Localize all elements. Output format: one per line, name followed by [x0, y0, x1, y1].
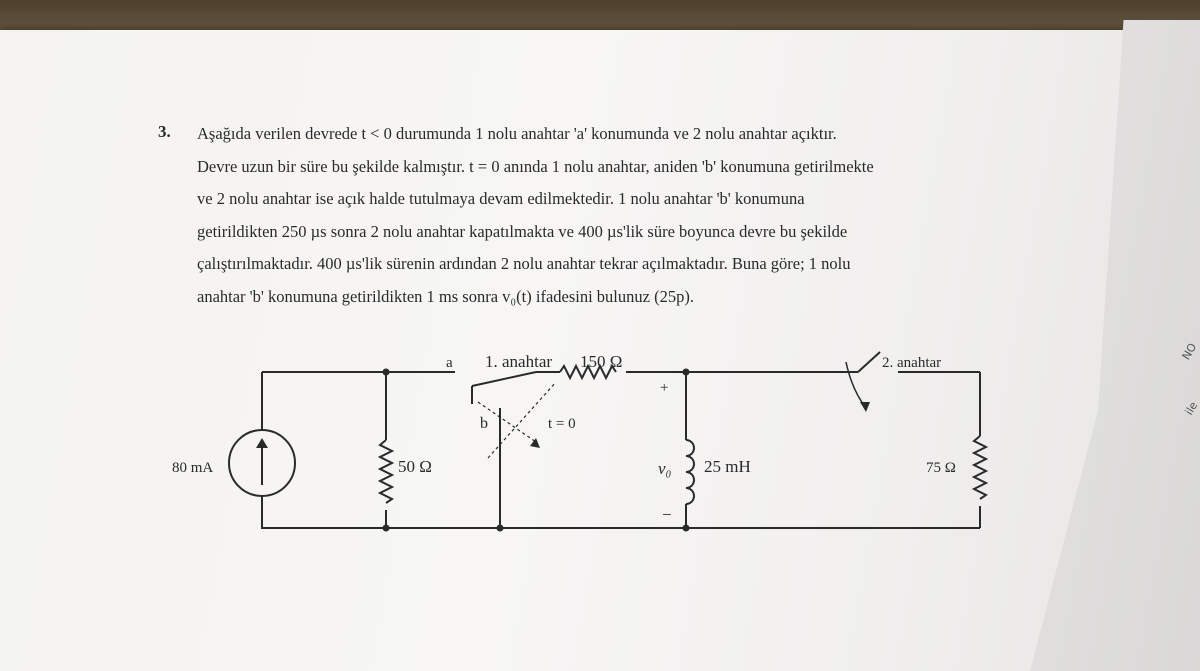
switch1-dashed-guide — [488, 382, 556, 458]
side-mark: ile — [1182, 399, 1200, 418]
resistor-50-ohm — [380, 440, 392, 503]
switch2-arrow-icon — [860, 402, 870, 412]
source-label: 80 mA — [172, 460, 214, 476]
junction-dot — [683, 525, 690, 532]
question-line: getirildikten 250 µs sonra 2 nolu anahtar kapatılmakta ve 400 µs'lik süre boyunca devre bu şekilde — [197, 221, 848, 241]
inductor-coil — [686, 440, 694, 504]
switch1-pos-a: a — [446, 355, 453, 371]
question-number: 3. — [158, 122, 171, 141]
switch1-arrow-icon — [530, 438, 540, 448]
side-mark: NO — [1179, 340, 1200, 363]
question-line: Devre uzun bir süre bu şekilde kalmıştır. t = 0 anında 1 nolu anahtar, aniden 'b' konumuna getirilmekte — [197, 156, 874, 176]
switch1-label: 1. anahtar — [485, 352, 553, 371]
question-line: Aşağıda verilen devrede t < 0 durumunda 1 nolu anahtar 'a' konumunda ve 2 nolu anahtar açıktır. — [197, 124, 837, 143]
r2-label: 150 Ω — [580, 352, 623, 371]
switch2-blade — [858, 352, 880, 372]
junction-dot — [683, 369, 690, 376]
vo-minus-sign: − — [662, 505, 672, 524]
switch1-pos-b: b — [480, 415, 488, 432]
junction-dot — [497, 525, 504, 532]
question-line: ve 2 nolu anahtar ise açık halde tutulmaya devam edilmektedir. 1 nolu anahtar 'b' konumuna — [197, 189, 805, 208]
resistor-75-ohm — [974, 436, 986, 499]
switch2-label: 2. anahtar — [882, 355, 942, 371]
r1-label: 50 Ω — [398, 457, 432, 476]
arrow-up-icon — [256, 438, 268, 448]
question-line: anahtar 'b' konumuna getirildikten 1 ms sonra v₀(t) ifadesini bulunuz (25p). — [197, 286, 694, 306]
switch1-blade — [472, 372, 536, 386]
question-line: çalıştırılmaktadır. 400 µs'lik sürenin ardından 2 nolu anahtar tekrar açılmaktadır. Buna göre; 1 nolu — [197, 254, 851, 273]
junction-dot — [383, 525, 390, 532]
wire-bottom-left — [262, 496, 500, 528]
inductor-label: 25 mH — [704, 457, 751, 476]
vo-plus-sign: + — [660, 380, 669, 396]
switch1-t0-label: t = 0 — [548, 416, 576, 432]
junction-dot — [383, 369, 390, 376]
r3-label: 75 Ω — [926, 460, 956, 476]
vo-label: v₀ — [658, 459, 672, 478]
switch2-motion-arc — [846, 362, 866, 408]
